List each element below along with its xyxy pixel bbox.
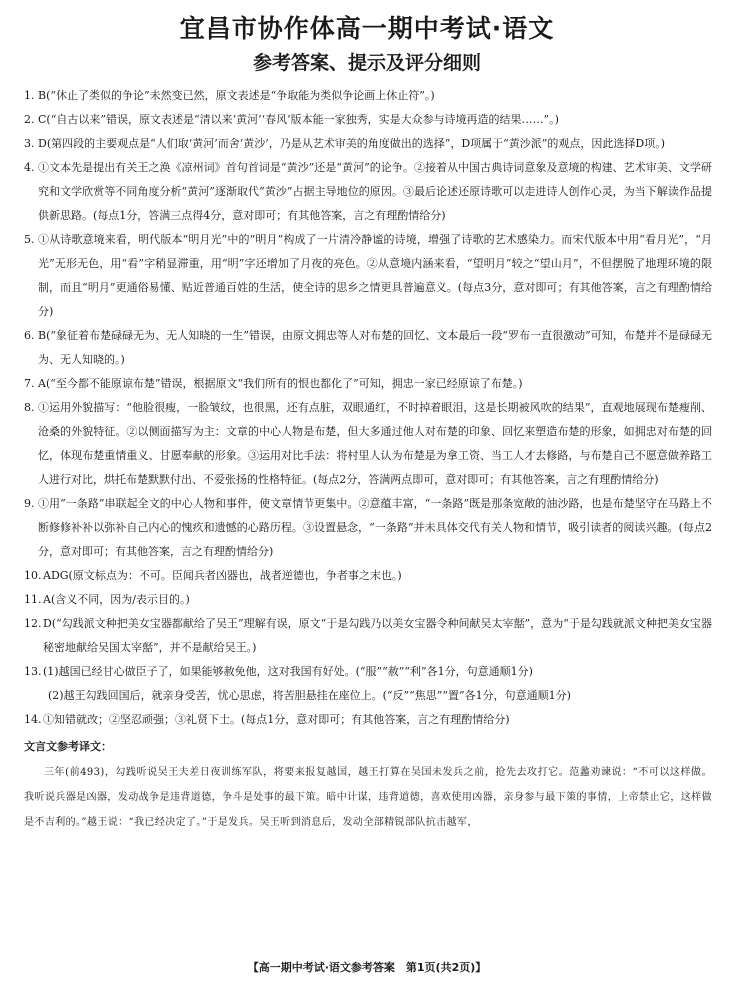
answer-text: ①从诗歌意境来看，明代版本“明月光”中的“明月”构成了一片清冷静谧的诗境，增强了诗歌的艺术感染力。而宋代版本中用“看月光”，“月光”无形无色，用“看”字稍显滞重，用“明”字还增加了月夜的亮色。②从意境内涵来看，“望明月”较之“望山月”，不但摆脱了地理环境的限制，而且“明月”更通俗易懂、贴近普通百姓的生活，使全诗的思乡之情更具普遍意义。(每点3分，意对即可；有其他答案，言之有理酌情给分) — [38, 233, 712, 318]
answer-item-7 — [24, 372, 712, 396]
page-subtitle: 参考答案、提示及评分细则 — [252, 52, 481, 74]
answer-item-4 — [24, 156, 712, 228]
answer-item-8 — [24, 396, 712, 492]
answer-text: D(“勾践派文种把美女宝器都献给了吴王”理解有误，原文“于是勾践乃以美女宝器令种间献吴太宰嚭”，意为“于是勾践就派文种把美女宝器秘密地献给吴国太宰嚭”，并不是献给吴王。) — [43, 617, 712, 654]
answer-number: 9. — [24, 497, 35, 510]
answer-text: ADG(原文标点为：不可。臣闻兵者凶器也，战者逆德也，争者事之末也。) — [43, 569, 402, 582]
answer-text: ①知错就改；②坚忍顽强；③礼贤下士。(每点1分，意对即可；有其他答案，言之有理酌情给分) — [43, 713, 510, 726]
answer-text: A(“至今都不能原谅布楚”错误，根据原文“我们所有的恨也都化了”可知，拥忠一家已经原谅了布楚。) — [38, 377, 523, 390]
answer-number: 7. — [24, 377, 35, 390]
answer-text: B(“象征着布楚碌碌无为、无人知晓的一生”错误，由原文拥忠等人对布楚的回忆、文本最后一段“罗布一直很激动”可知，布楚并不是碌碌无为、无人知晓的。) — [38, 329, 712, 366]
answer-number: 12. — [24, 617, 42, 630]
answer-item-11 — [24, 588, 712, 612]
answer-item-3 — [24, 132, 712, 156]
answer-number: 3. — [24, 137, 35, 150]
answer-text: B(“休止了类似的争论”未然变已然，原文表述是“争取能为类似争论画上休止符”。) — [38, 89, 435, 102]
answer-item-2 — [24, 108, 712, 132]
answer-text: (1)越国已经甘心做臣子了，如果能够赦免他，这对我国有好处。(“服”“赦”“利”各1分，句意通顺1分) — [43, 665, 533, 678]
translation-heading: 文言文参考译文： — [24, 740, 112, 753]
answer-text: C(“自古以来”错误，原文表述是“清以来‘黄河’‘春风’版本能一家独秀，实是大众参与诗境再造的结果……”。) — [38, 113, 559, 126]
answer-number: 2. — [24, 113, 35, 126]
translation-text: 三年(前493)，勾践听说吴王夫差日夜训练军队，将要来报复越国，越王打算在吴国未发兵之前，抢先去攻打它。范蠡劝谏说：“不可以这样做。我听说兵器是凶器，发动战争是违背道德，争斗是处事的最下策。暗中计谋，违背道德，喜欢使用凶器，亲身参与最下策的事情，上帝禁止它，这样做是不吉利的。”越王说：“我已经决定了。”于是发兵。吴王听到消息后，发动全部精锐部队抗击越军， — [24, 767, 712, 828]
answer-number: 4. — [24, 161, 35, 174]
page-title: 宜昌市协作体高一期中考试·语文 — [179, 14, 555, 43]
answer-number: 10. — [24, 569, 42, 582]
page-footer: 【高一期中考试·语文参考答案 第1页(共2页)】 — [247, 961, 487, 974]
answer-number: 11. — [24, 593, 42, 606]
answer-number: 5. — [24, 233, 35, 246]
answer-item-14 — [24, 708, 712, 732]
answer-number: 13. — [24, 665, 42, 678]
answer-text: (2)越王勾践回国后，就亲身受苦，忧心思虑，将苦胆悬挂在座位上。(“反”“焦思”“置”各1分，句意通顺1分) — [48, 689, 571, 702]
answer-item-10 — [24, 564, 712, 588]
answer-number: 1. — [24, 89, 35, 102]
answer-text: ①运用外貌描写：“他脸很瘦，一脸皱纹，也很黑，还有点脏，双眼通红，不时掉着眼泪，这是长期被风吹的结果”，直观地展现布楚瘦削、沧桑的外貌特征。②以侧面描写为主：文章的中心人物是布楚，但大多通过他人对布楚的印象、回忆来塑造布楚的形象，如拥忠对布楚的回忆，体现布楚重情重义、甘愿奉献的形象。③运用对比手法：将村里人认为布楚是为拿工资、当工人才去修路，与布楚自己不愿意做养路工人进行对比，烘托布楚默默付出、不爱张扬的性格特征。(每点2分，答满两点即可，意对即可；有其他答案，言之有理酌情给分) — [38, 401, 712, 486]
answer-item-13-part-2 — [24, 684, 712, 708]
answer-item-5 — [24, 228, 712, 324]
answer-text: D(第四段的主要观点是“人们取‘黄河’而舍‘黄沙’，乃是从艺术审美的角度做出的选择”，D项属于“黄沙派”的观点，因此选择D项。) — [38, 137, 666, 150]
answer-item-9 — [24, 492, 712, 564]
answer-item-6 — [24, 324, 712, 372]
answer-number: 6. — [24, 329, 35, 342]
answer-text: ①用“一条路”串联起全文的中心人物和事件，使文章情节更集中。②意蕴丰富，“一条路”既是那条宽敞的油沙路，也是布楚坚守在马路上不断修修补补以弥补自己内心的愧疚和遗憾的心路历程。③设置悬念，“一条路”并未具体交代有关人物和情节，吸引读者的阅读兴趣。(每点2分，意对即可；有其他答案，言之有理酌情给分) — [38, 497, 712, 558]
answer-number: 8. — [24, 401, 35, 414]
answer-item-12 — [24, 612, 712, 660]
answer-item-13-part-1 — [24, 660, 712, 684]
answer-text: A(含义不同，因为/表示目的。) — [43, 593, 190, 606]
answer-item-1 — [24, 84, 712, 108]
answer-number: 14. — [24, 713, 42, 726]
answer-text: ①文本先是提出有关王之涣《凉州词》首句首词是“黄沙”还是“黄河”的论争。②接着从中国古典诗词意象及意境的构建、艺术审美、文学研究和文学欣赏等不同角度分析“黄河”逐渐取代“黄沙”占据主导地位的原因。③最后论述还原诗歌可以走进诗人创作心灵，为当下解读作品提供新思路。(每点1分，答满三点得4分，意对即可；有其他答案，言之有理酌情给分) — [38, 161, 712, 222]
answer-content — [24, 84, 712, 835]
